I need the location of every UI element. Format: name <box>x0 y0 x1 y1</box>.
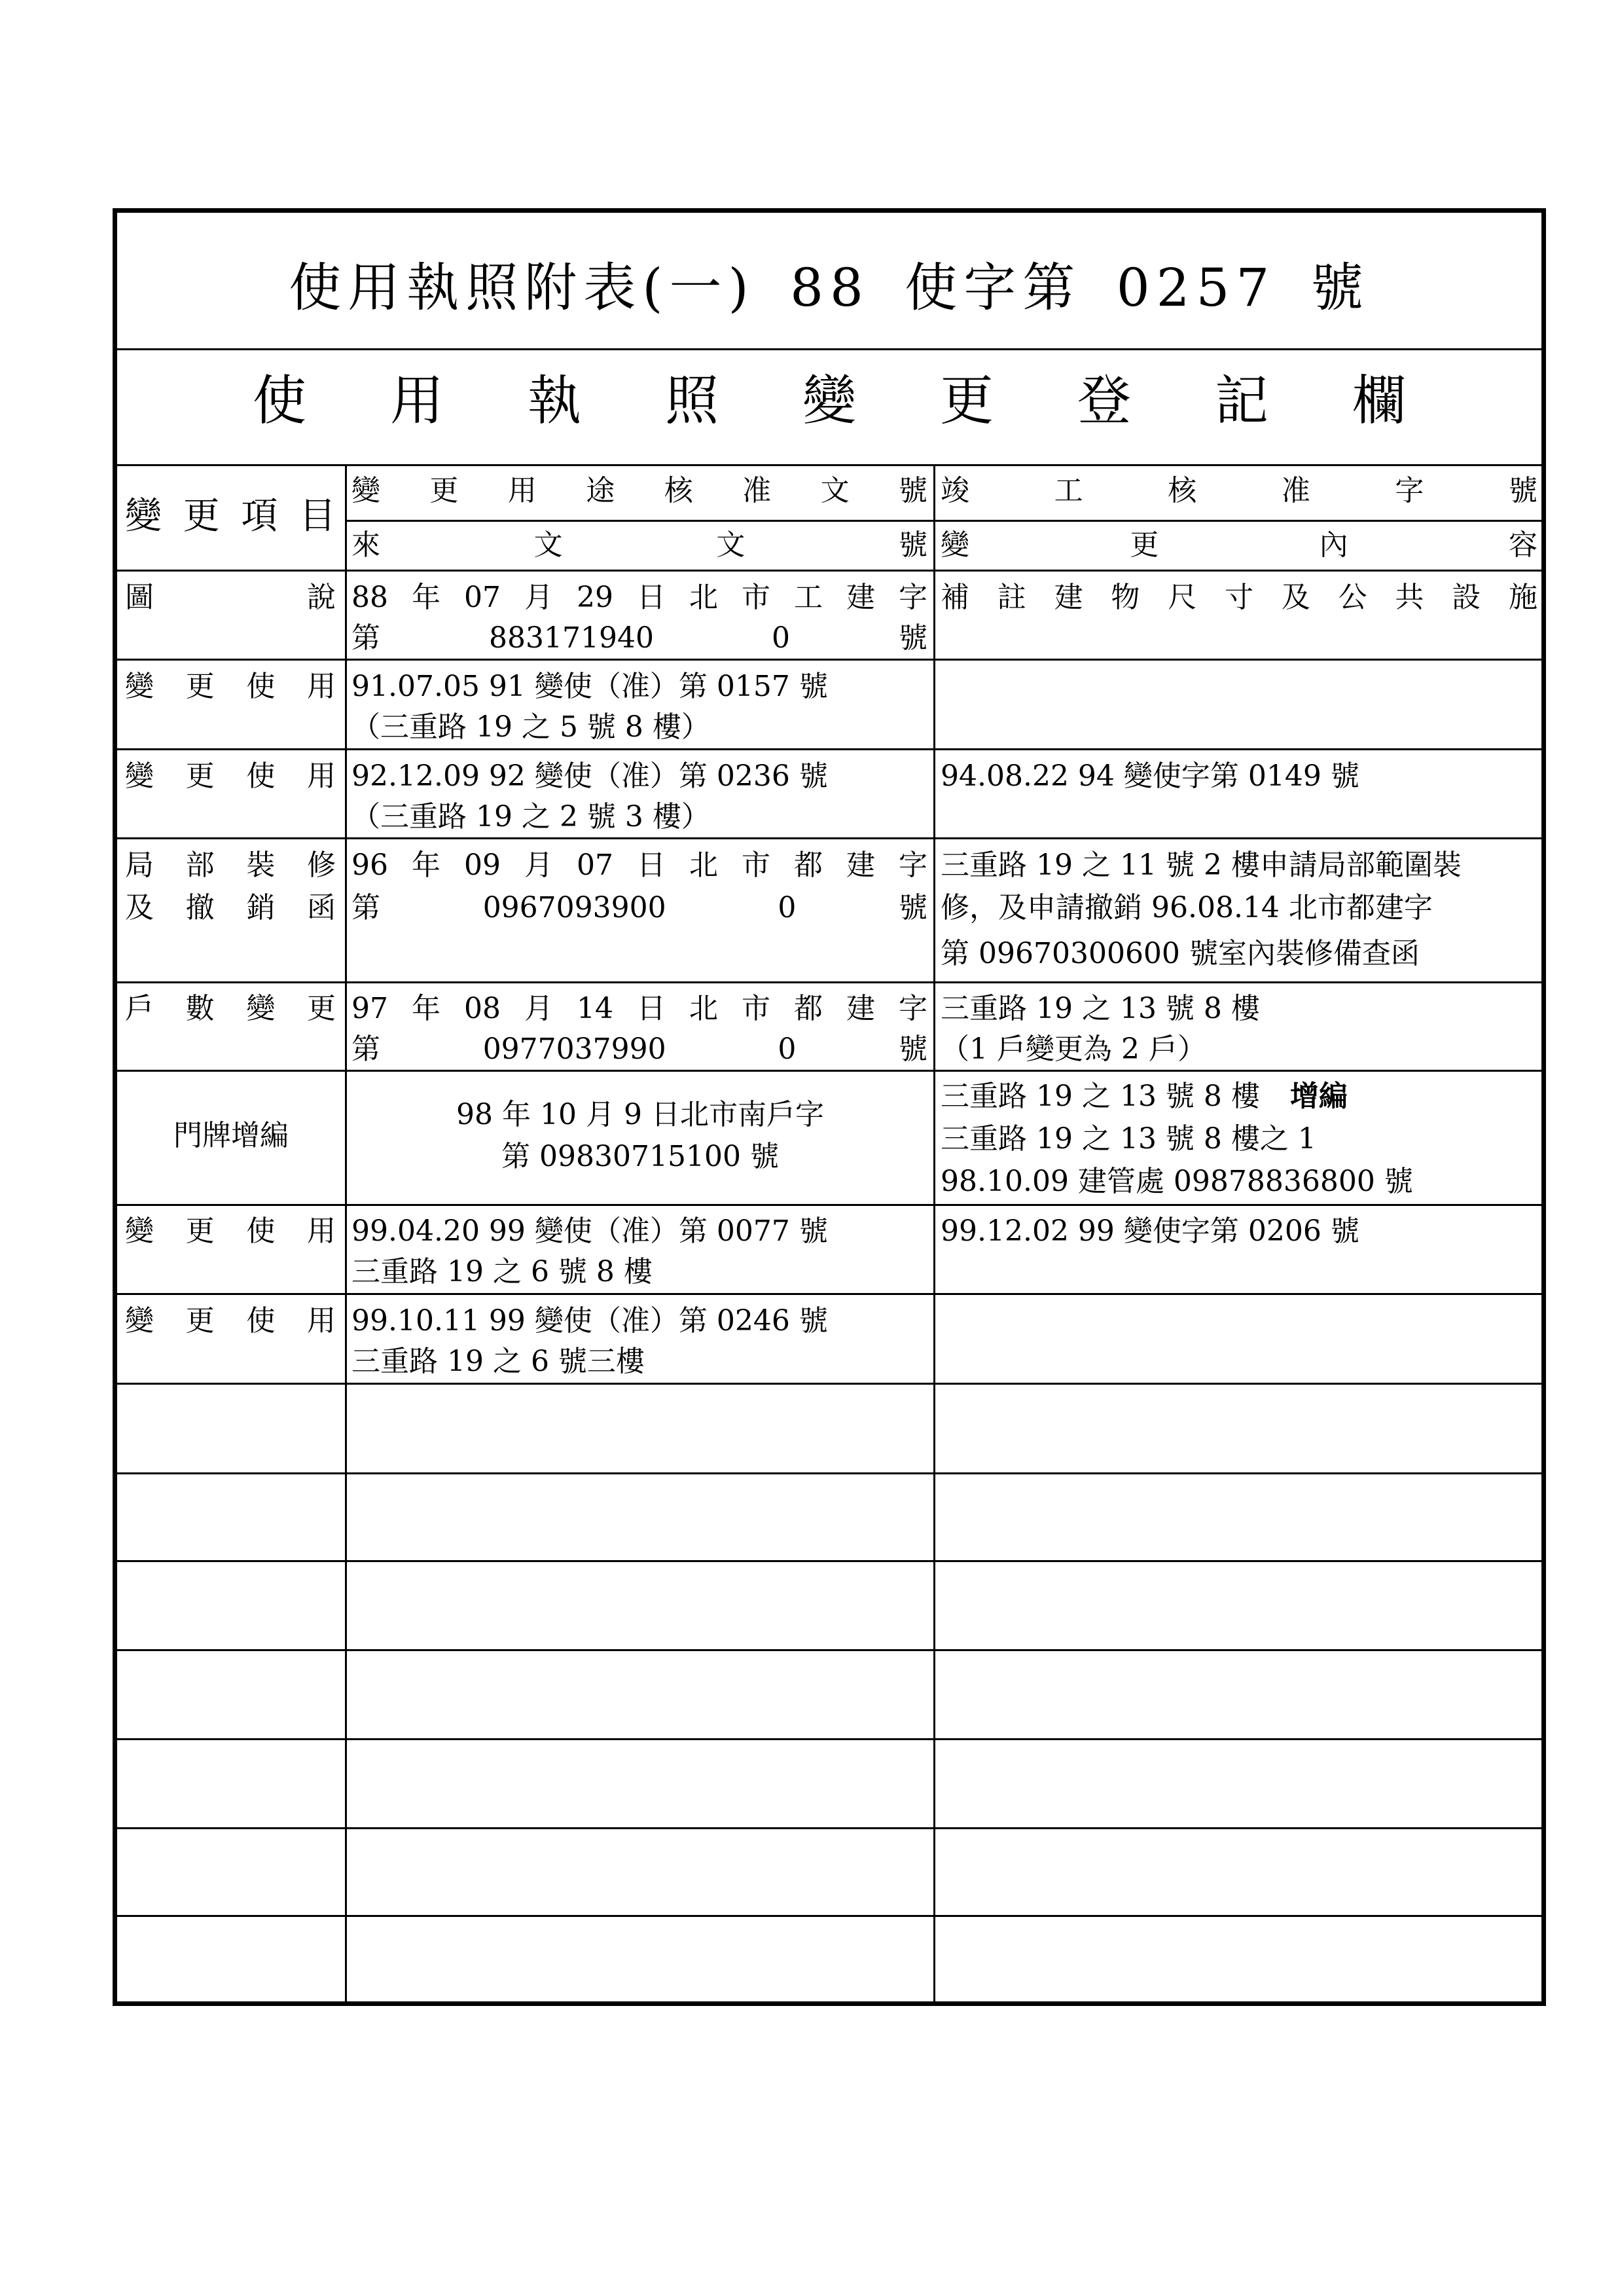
row7-content-line1: 99.12.02 99 變使字第 0206 號 <box>941 1214 1359 1248</box>
row1-doc-line1: 88年07月29日北市工建字 <box>351 581 927 614</box>
row6-content-line1 <box>941 1076 1537 1118</box>
rule-row-4 <box>117 981 1541 983</box>
rule-col-1 <box>345 464 347 2001</box>
rule-row-7 <box>117 1293 1541 1295</box>
row7-doc-line2: 三重路 19 之 6 號 8 樓 <box>351 1255 653 1288</box>
header-completion-no: 竣工核准字號 <box>941 474 1537 507</box>
form-title: 使用執照附表(一) 88 使字第 0257 號 <box>289 257 1370 318</box>
row4-doc-line2: 第0967093900 0號 <box>351 891 927 924</box>
rule-row-11 <box>117 1649 1541 1651</box>
row6-doc-line1: 98 年 10 月 9 日北市南戶字 <box>456 1098 824 1131</box>
rule-row-6 <box>117 1204 1541 1206</box>
row1-content-line1: 補註建物尺寸及公共設施 <box>941 581 1537 614</box>
usage-license-form <box>113 208 1546 2006</box>
row6-doc-line2: 第 09830715100 號 <box>501 1140 779 1173</box>
rule-row-9 <box>117 1472 1541 1474</box>
row6-item: 門牌增編 <box>173 1119 289 1152</box>
row2-doc-line1: 91.07.05 91 變使（准）第 0157 號 <box>351 670 828 703</box>
row1-item: 圖說 <box>125 581 336 614</box>
row8-doc-line1: 99.10.11 99 變使（准）第 0246 號 <box>351 1304 828 1338</box>
header-change-content: 變更內容 <box>941 528 1537 562</box>
row4-item-line1: 局部裝修 <box>125 848 336 882</box>
row4-content-line3: 第 09670300600 號室內裝修備查函 <box>941 937 1420 970</box>
row5-doc-line2: 第0977037990 0號 <box>351 1032 927 1066</box>
row7-doc-line1: 99.04.20 99 變使（准）第 0077 號 <box>351 1214 828 1248</box>
form-subtitle: 使用執照變更登記欄 <box>252 370 1490 432</box>
row8-item: 變更使用 <box>125 1304 336 1338</box>
row5-item: 戶數變更 <box>125 992 336 1025</box>
header-change-item: 變更項目 <box>125 495 336 538</box>
row6-content-line3: 98.10.09 建管處 09878836800 號 <box>941 1165 1413 1198</box>
row5-content-line2: （1 戶變更為 2 戶） <box>941 1032 1206 1066</box>
row5-content-line1: 三重路 19 之 13 號 8 樓 <box>941 992 1260 1025</box>
rule-row-8 <box>117 1383 1541 1385</box>
header-approval-doc: 變更用途核准文號 <box>351 474 927 507</box>
rule-subtitle <box>117 464 1541 466</box>
row8-doc-line2: 三重路 19 之 6 號三樓 <box>351 1345 645 1378</box>
rule-row-14 <box>117 1915 1541 1917</box>
rule-col-2 <box>933 464 935 2001</box>
row4-doc-line1: 96年09月07日北市都建字 <box>351 848 927 882</box>
row6-content-bold: 增編 <box>1289 1080 1348 1113</box>
row6-content-text: 三重路 19 之 13 號 8 樓 <box>941 1080 1260 1113</box>
rule-row-12 <box>117 1738 1541 1740</box>
rule-row-2 <box>117 748 1541 750</box>
rule-title <box>117 348 1541 350</box>
row3-item: 變更使用 <box>125 759 336 793</box>
rule-header-mid <box>345 520 1541 522</box>
row1-doc-line2: 第883171940 0號 <box>351 621 927 655</box>
row4-content-line2: 修，及申請撤銷 96.08.14 北市都建字 <box>941 891 1433 924</box>
row3-doc-line1: 92.12.09 92 變使（准）第 0236 號 <box>351 759 828 793</box>
header-incoming-doc: 來文文號 <box>351 528 927 562</box>
row6-content-line2: 三重路 19 之 13 號 8 樓之 1 <box>941 1122 1316 1156</box>
rule-row-10 <box>117 1560 1541 1562</box>
rule-row-13 <box>117 1827 1541 1829</box>
row3-doc-line2: （三重路 19 之 2 號 3 樓） <box>351 800 710 833</box>
row4-content-line1: 三重路 19 之 11 號 2 樓申請局部範圍裝 <box>941 848 1462 882</box>
row7-item: 變更使用 <box>125 1214 336 1248</box>
row2-item: 變更使用 <box>125 670 336 703</box>
row2-doc-line2: （三重路 19 之 5 號 8 樓） <box>351 710 710 744</box>
row4-item-line2: 及撤銷函 <box>125 891 336 924</box>
rule-header-bottom <box>117 570 1541 572</box>
row3-content-line1: 94.08.22 94 變使字第 0149 號 <box>941 759 1359 793</box>
row5-doc-line1: 97年08月14日北市都建字 <box>351 992 927 1025</box>
